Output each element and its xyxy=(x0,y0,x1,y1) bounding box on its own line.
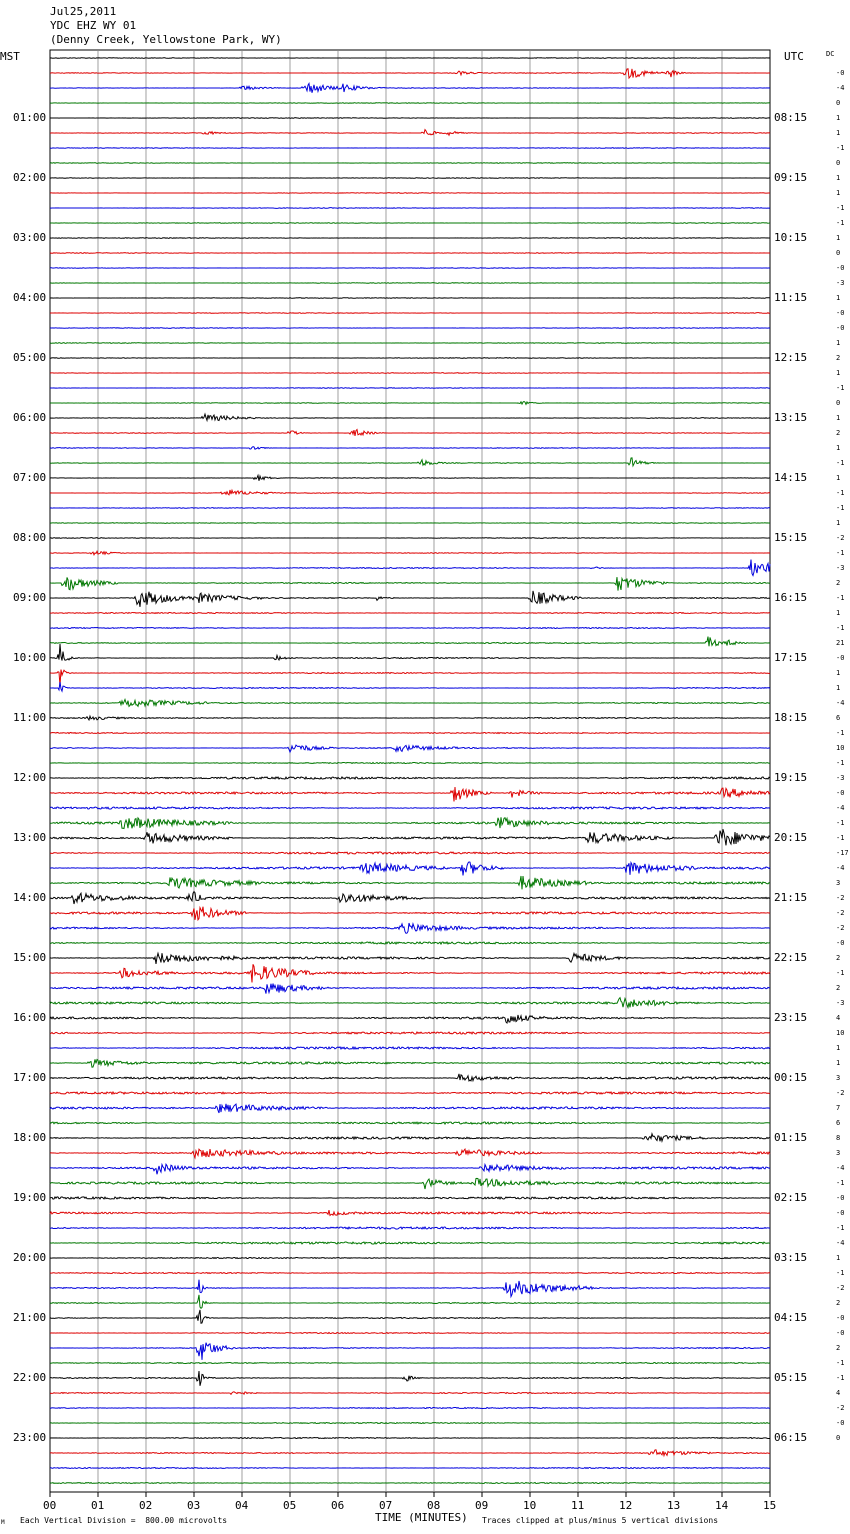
trace-row-3 xyxy=(50,103,770,104)
trace-row-18 xyxy=(50,328,770,329)
trace-row-28 xyxy=(50,475,770,480)
trace-row-62 xyxy=(50,984,770,994)
scale-note: Each Vertical Division = 800.00 microvolts xyxy=(20,1516,228,1525)
trace-row-88 xyxy=(50,1371,770,1386)
trace-row-41 xyxy=(50,670,770,686)
trace-row-45 xyxy=(50,732,770,733)
right-hour-label: 18:15 xyxy=(774,711,808,724)
trace-row-95 xyxy=(50,1482,770,1483)
right-hour-label: 22:15 xyxy=(774,951,808,964)
date-label: Jul25,2011 xyxy=(50,5,117,18)
trace-row-87 xyxy=(50,1362,770,1363)
plot-frame xyxy=(50,50,770,1492)
dc-offset-label: -1 xyxy=(836,759,845,767)
trace-row-72 xyxy=(50,1134,770,1141)
trace-row-73 xyxy=(50,1149,770,1158)
trace-row-1 xyxy=(50,69,770,78)
dc-offset-label: -4 xyxy=(836,699,845,707)
trace-row-30 xyxy=(50,508,770,509)
dc-offset-label: -0 xyxy=(836,1314,845,1322)
dc-offset-label: -4 xyxy=(836,804,845,812)
dc-offset-label: 8 xyxy=(836,1134,841,1142)
x-tick-label: 10 xyxy=(523,1499,537,1512)
left-hour-label: 21:00 xyxy=(13,1311,47,1324)
dc-offset-label: -1 xyxy=(836,594,845,602)
right-hour-label: 20:15 xyxy=(774,831,808,844)
trace-row-25 xyxy=(50,430,770,436)
left-hour-label: 10:00 xyxy=(13,651,47,664)
trace-row-14 xyxy=(50,268,770,269)
right-hour-label: 03:15 xyxy=(774,1251,808,1264)
dc-offset-label: -0 xyxy=(836,1209,845,1217)
trace-row-24 xyxy=(50,414,770,420)
dc-offset-label: -1 xyxy=(836,504,845,512)
dc-offset-label: 1 xyxy=(836,369,841,377)
dc-offset-label: -1 xyxy=(836,204,845,212)
right-hour-label: 09:15 xyxy=(774,171,808,184)
trace-row-5 xyxy=(50,130,770,136)
dc-offset-label: 10 xyxy=(836,744,845,752)
dc-offset-label: -1 xyxy=(836,834,845,842)
left-hour-label: 22:00 xyxy=(13,1371,47,1384)
dc-offset-label: 1 xyxy=(836,1044,841,1052)
dc-offset-label: -1 xyxy=(836,1179,845,1187)
trace-row-44 xyxy=(50,716,770,720)
trace-row-57 xyxy=(50,907,770,920)
trace-row-75 xyxy=(50,1178,770,1189)
x-axis-title: TIME (MINUTES) xyxy=(375,1511,468,1524)
dc-offset-label: 1 xyxy=(836,294,841,302)
dc-offset-label: -2 xyxy=(836,1404,845,1412)
dc-offset-label: 2 xyxy=(836,1299,841,1307)
right-hour-label: 15:15 xyxy=(774,531,808,544)
trace-row-93 xyxy=(50,1450,770,1456)
dc-offset-label: 2 xyxy=(836,984,841,992)
dc-offset-label: -3 xyxy=(836,279,845,287)
trace-row-21 xyxy=(50,373,770,374)
left-hour-label: 01:00 xyxy=(13,111,47,124)
dc-offset-label: -0 xyxy=(836,69,845,77)
x-tick-label: 05 xyxy=(283,1499,297,1512)
trace-row-85 xyxy=(50,1332,770,1333)
right-hour-label: 17:15 xyxy=(774,651,808,664)
dc-offset-label: 1 xyxy=(836,414,841,422)
left-hour-label: 15:00 xyxy=(13,951,47,964)
trace-row-80 xyxy=(50,1257,770,1258)
trace-row-17 xyxy=(50,313,770,314)
dc-offset-label: -2 xyxy=(836,924,845,932)
x-tick-label: 12 xyxy=(619,1499,633,1512)
x-tick-label: 04 xyxy=(235,1499,249,1512)
trace-row-34 xyxy=(50,560,770,576)
trace-row-90 xyxy=(50,1407,770,1408)
left-hour-label: 08:00 xyxy=(13,531,47,544)
dc-offset-label: 6 xyxy=(836,714,841,722)
dc-offset-label: -1 xyxy=(836,1269,845,1277)
dc-offset-label: 1 xyxy=(836,234,841,242)
dc-offset-label: -4 xyxy=(836,864,845,872)
right-hour-label: 04:15 xyxy=(774,1311,808,1324)
dc-offset-label: 4 xyxy=(836,1014,841,1022)
dc-offset-label: 2 xyxy=(836,354,841,362)
trace-row-58 xyxy=(50,923,770,933)
dc-offset-label: 1 xyxy=(836,174,841,182)
trace-row-16 xyxy=(50,298,770,299)
trace-row-32 xyxy=(50,538,770,539)
left-timezone-label: MST xyxy=(0,50,20,63)
dc-offset-label: 1 xyxy=(836,519,841,527)
trace-row-94 xyxy=(50,1467,770,1468)
dc-offset-label: -1 xyxy=(836,549,845,557)
left-hour-label: 19:00 xyxy=(13,1191,47,1204)
left-hour-label: 12:00 xyxy=(13,771,47,784)
dc-offset-label: 1 xyxy=(836,669,841,677)
right-hour-label: 13:15 xyxy=(774,411,808,424)
left-hour-label: 11:00 xyxy=(13,711,47,724)
left-hour-label: 07:00 xyxy=(13,471,47,484)
trace-row-4 xyxy=(50,118,770,119)
trace-row-2 xyxy=(50,84,770,93)
dc-offset-label: 2 xyxy=(836,954,841,962)
trace-row-52 xyxy=(50,829,770,845)
dc-offset-label: 0 xyxy=(836,99,841,107)
trace-row-15 xyxy=(50,283,770,284)
x-tick-label: 15 xyxy=(763,1499,777,1512)
trace-row-33 xyxy=(50,551,770,554)
trace-row-91 xyxy=(50,1422,770,1423)
trace-row-11 xyxy=(50,223,770,224)
trace-row-49 xyxy=(50,787,770,801)
dc-offset-label: -4 xyxy=(836,1239,845,1247)
dc-offset-label: 0 xyxy=(836,399,841,407)
x-tick-label: 11 xyxy=(571,1499,585,1512)
trace-row-51 xyxy=(50,817,770,828)
dc-header-label: DC xyxy=(826,50,835,58)
dc-offset-label: -2 xyxy=(836,894,845,902)
dc-offset-label: 2 xyxy=(836,1344,841,1352)
trace-row-79 xyxy=(50,1242,770,1244)
dc-offset-label: 7 xyxy=(836,1104,841,1112)
x-tick-label: 13 xyxy=(667,1499,681,1512)
dc-offset-label: 0 xyxy=(836,249,841,257)
dc-offset-label: 1 xyxy=(836,339,841,347)
left-hour-label: 14:00 xyxy=(13,891,47,904)
right-hour-label: 00:15 xyxy=(774,1071,808,1084)
right-timezone-label: UTC xyxy=(784,50,804,63)
trace-row-10 xyxy=(50,208,770,209)
dc-offset-label: -2 xyxy=(836,1284,845,1292)
dc-offset-label: 2 xyxy=(836,579,841,587)
dc-offset-label: -1 xyxy=(836,969,845,977)
dc-offset-label: -1 xyxy=(836,624,845,632)
x-tick-label: 00 xyxy=(43,1499,57,1512)
trace-row-53 xyxy=(50,852,770,854)
trace-row-70 xyxy=(50,1104,770,1113)
trace-row-55 xyxy=(50,876,770,889)
trace-row-81 xyxy=(50,1272,770,1273)
station-label: YDC EHZ WY 01 xyxy=(50,19,137,32)
trace-row-86 xyxy=(50,1343,770,1360)
trace-row-8 xyxy=(50,178,770,179)
trace-row-65 xyxy=(50,1032,770,1034)
dc-offset-label: -0 xyxy=(836,324,845,332)
right-hour-label: 02:15 xyxy=(774,1191,808,1204)
x-tick-label: 09 xyxy=(475,1499,489,1512)
dc-offset-label: -4 xyxy=(836,1164,845,1172)
trace-row-74 xyxy=(50,1164,770,1174)
dc-offset-label: 1 xyxy=(836,1254,841,1262)
trace-row-76 xyxy=(50,1197,770,1199)
trace-row-78 xyxy=(50,1227,770,1229)
dc-offset-label: 10 xyxy=(836,1029,845,1037)
trace-row-19 xyxy=(50,343,770,344)
trace-row-54 xyxy=(50,862,770,876)
dc-offset-label: -0 xyxy=(836,1194,845,1202)
trace-row-42 xyxy=(50,682,770,691)
location-label: (Denny Creek, Yellowstone Park, WY) xyxy=(50,33,282,46)
dc-offset-label: -2 xyxy=(836,1089,845,1097)
left-hour-label: 20:00 xyxy=(13,1251,47,1264)
dc-offset-label: -0 xyxy=(836,1419,845,1427)
dc-offset-label: -3 xyxy=(836,774,845,782)
trace-row-37 xyxy=(50,612,770,613)
right-hour-label: 21:15 xyxy=(774,891,808,904)
x-tick-label: 14 xyxy=(715,1499,729,1512)
trace-row-9 xyxy=(50,193,770,194)
clip-note: Traces clipped at plus/minus 5 vertical divisions xyxy=(482,1516,719,1525)
trace-row-56 xyxy=(50,892,770,904)
right-hour-label: 19:15 xyxy=(774,771,808,784)
dc-offset-label: -0 xyxy=(836,654,845,662)
trace-row-27 xyxy=(50,458,770,466)
left-hour-label: 23:00 xyxy=(13,1431,47,1444)
left-hour-label: 17:00 xyxy=(13,1071,47,1084)
left-hour-label: 13:00 xyxy=(13,831,47,844)
dc-offset-label: 1 xyxy=(836,189,841,197)
right-hour-label: 05:15 xyxy=(774,1371,808,1384)
trace-row-31 xyxy=(50,523,770,524)
left-hour-label: 05:00 xyxy=(13,351,47,364)
trace-row-83 xyxy=(50,1295,770,1308)
trace-row-89 xyxy=(50,1392,770,1395)
trace-row-64 xyxy=(50,1015,770,1023)
right-hour-label: 06:15 xyxy=(774,1431,808,1444)
corner-mark: M xyxy=(1,1519,5,1526)
left-hour-label: 16:00 xyxy=(13,1011,47,1024)
dc-offset-label: -1 xyxy=(836,219,845,227)
dc-offset-label: -3 xyxy=(836,999,845,1007)
x-tick-label: 01 xyxy=(91,1499,105,1512)
dc-offset-label: -17 xyxy=(836,849,849,857)
trace-row-66 xyxy=(50,1047,770,1049)
dc-offset-label: 1 xyxy=(836,474,841,482)
dc-offset-label: 1 xyxy=(836,114,841,122)
trace-row-48 xyxy=(50,777,770,779)
left-hour-label: 09:00 xyxy=(13,591,47,604)
trace-row-36 xyxy=(50,591,770,607)
trace-row-47 xyxy=(50,762,770,763)
dc-offset-label: -0 xyxy=(836,264,845,272)
dc-offset-label: -1 xyxy=(836,819,845,827)
dc-offset-label: -3 xyxy=(836,564,845,572)
dc-offset-label: -0 xyxy=(836,309,845,317)
dc-offset-label: 1 xyxy=(836,1059,841,1067)
dc-offset-label: 21 xyxy=(836,639,845,647)
left-hour-label: 03:00 xyxy=(13,231,47,244)
dc-offset-label: -1 xyxy=(836,1359,845,1367)
dc-offset-label: 0 xyxy=(836,1434,841,1442)
trace-row-38 xyxy=(50,627,770,628)
dc-offset-label: 1 xyxy=(836,684,841,692)
dc-offset-label: 3 xyxy=(836,879,841,887)
trace-row-43 xyxy=(50,699,770,706)
trace-row-59 xyxy=(50,942,770,944)
trace-row-6 xyxy=(50,148,770,149)
dc-offset-label: -1 xyxy=(836,144,845,152)
trace-row-92 xyxy=(50,1437,770,1438)
trace-row-77 xyxy=(50,1210,770,1215)
trace-row-67 xyxy=(50,1059,770,1067)
trace-row-40 xyxy=(50,644,770,661)
dc-offset-label: 1 xyxy=(836,129,841,137)
trace-row-60 xyxy=(50,953,770,964)
dc-offset-label: -0 xyxy=(836,939,845,947)
dc-offset-label: -1 xyxy=(836,384,845,392)
left-hour-label: 04:00 xyxy=(13,291,47,304)
dc-offset-label: -2 xyxy=(836,909,845,917)
dc-offset-label: 2 xyxy=(836,429,841,437)
trace-row-7 xyxy=(50,163,770,164)
left-hour-label: 18:00 xyxy=(13,1131,47,1144)
right-hour-label: 10:15 xyxy=(774,231,808,244)
right-hour-label: 14:15 xyxy=(774,471,808,484)
right-hour-label: 16:15 xyxy=(774,591,808,604)
trace-row-0 xyxy=(50,58,770,59)
dc-offset-label: -1 xyxy=(836,1374,845,1382)
dc-offset-label: 1 xyxy=(836,609,841,617)
trace-row-69 xyxy=(50,1092,770,1094)
trace-row-63 xyxy=(50,998,770,1008)
dc-offset-label: 0 xyxy=(836,159,841,167)
trace-row-29 xyxy=(50,490,770,495)
dc-offset-label: 6 xyxy=(836,1119,841,1127)
x-tick-label: 02 xyxy=(139,1499,153,1512)
trace-row-68 xyxy=(50,1074,770,1081)
trace-row-26 xyxy=(50,447,770,450)
dc-offset-label: -1 xyxy=(836,1224,845,1232)
right-hour-label: 12:15 xyxy=(774,351,808,364)
x-tick-label: 06 xyxy=(331,1499,345,1512)
trace-row-46 xyxy=(50,745,770,752)
dc-offset-label: 1 xyxy=(836,444,841,452)
trace-row-22 xyxy=(50,388,770,389)
trace-row-82 xyxy=(50,1280,770,1297)
trace-row-71 xyxy=(50,1122,770,1124)
trace-row-50 xyxy=(50,807,770,809)
trace-row-12 xyxy=(50,238,770,239)
trace-row-84 xyxy=(50,1310,770,1323)
trace-row-20 xyxy=(50,358,770,359)
right-hour-label: 08:15 xyxy=(774,111,808,124)
dc-offset-label: -4 xyxy=(836,84,845,92)
trace-row-13 xyxy=(50,253,770,254)
trace-row-39 xyxy=(50,637,770,647)
left-hour-label: 06:00 xyxy=(13,411,47,424)
dc-offset-label: -0 xyxy=(836,789,845,797)
right-hour-label: 11:15 xyxy=(774,291,808,304)
right-hour-label: 23:15 xyxy=(774,1011,808,1024)
x-tick-label: 07 xyxy=(379,1499,393,1512)
dc-offset-label: 4 xyxy=(836,1389,841,1397)
dc-offset-label: -1 xyxy=(836,459,845,467)
x-tick-label: 08 xyxy=(427,1499,441,1512)
x-tick-label: 03 xyxy=(187,1499,201,1512)
dc-offset-label: 3 xyxy=(836,1149,841,1157)
dc-offset-label: 3 xyxy=(836,1074,841,1082)
trace-row-61 xyxy=(50,964,770,982)
right-hour-label: 01:15 xyxy=(774,1131,808,1144)
dc-offset-label: -1 xyxy=(836,489,845,497)
dc-offset-label: -1 xyxy=(836,729,845,737)
dc-offset-label: -0 xyxy=(836,1329,845,1337)
trace-row-23 xyxy=(50,401,770,404)
dc-offset-label: -2 xyxy=(836,534,845,542)
trace-row-35 xyxy=(50,577,770,591)
left-hour-label: 02:00 xyxy=(13,171,47,184)
